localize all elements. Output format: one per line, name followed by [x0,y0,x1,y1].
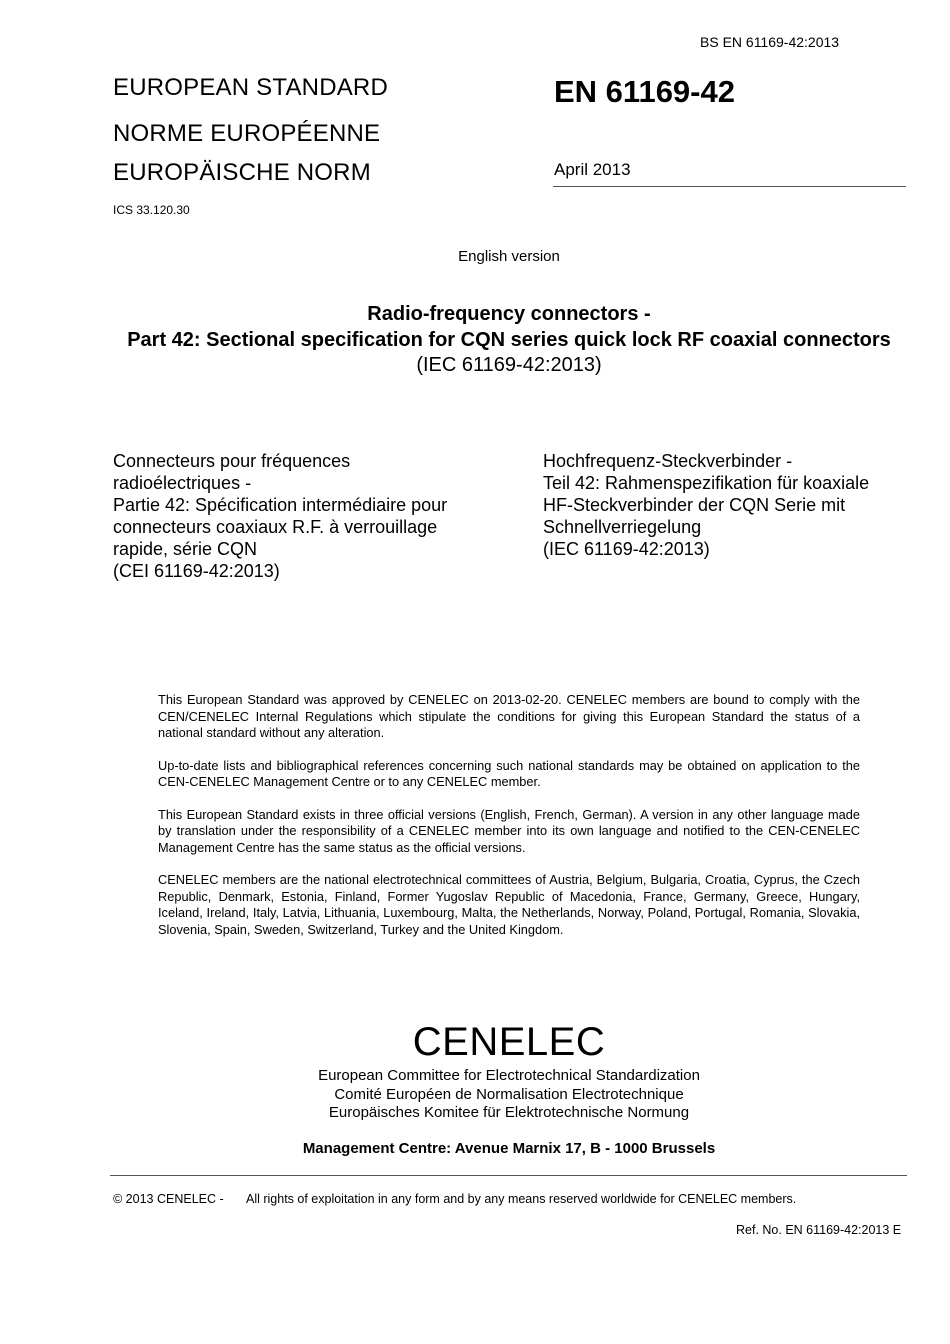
iec-reference: (IEC 61169-42:2013) [416,354,602,376]
committee-name-de: Europäisches Komitee für Elektrotechnische Normung [328,1104,690,1121]
paragraph-references: Up-to-date lists and bibliographical references concerning such national standards may be obtained on application to the CEN-CENELEC Management Centre or to any CENELEC member. [158,757,860,789]
german-title: Hochfrequenz-Steckverbinder - Teil 42: Rahmenspezifikation für koaxiale HF-Steckverbinder der CQN Serie mit Schnellverriegelung (IEC 61169-42:2013) [543,451,870,559]
document-title [110,302,908,379]
standard-label-de: EUROPÄISCHE NORM [113,159,371,186]
bs-reference: BS EN 61169-42:2013 [700,34,840,50]
standard-number: EN 61169-42 [554,74,735,109]
approval-text [158,692,860,954]
committee-names [0,1067,950,1123]
standard-label-fr: NORME EUROPÉENNE [113,120,381,147]
publication-date: April 2013 [554,160,631,179]
ics-code: ICS 33.120.30 [113,203,190,217]
committee-name-fr: Comité Européen de Normalisation Electrotechnique [334,1085,684,1103]
paragraph-approval: This European Standard was approved by CENELEC on 2013-02-20. CENELEC members are bound to comply with the CEN/CENELEC Internal Regulations which stipulate the conditions for giving this European Standard the status of a national standard without any alteration. [158,692,860,740]
version-label: English version [458,248,560,265]
reference-number: Ref. No. EN 61169-42:2013 E [736,1223,902,1237]
committee-name-en: European Committee for Electrotechnical Standardization [318,1067,700,1084]
paragraph-versions: This European Standard exists in three official versions (English, French, German). A version in any other language made by translation under the responsibility of a CENELEC member into its own language and notified to the CEN-CENELEC Management Centre has the same status as the official versions. [158,806,860,855]
paragraph-members: CENELEC members are the national electrotechnical committees of Austria, Belgium, Bulgaria, Croatia, Cyprus, the Czech Republic, Denmark, Estonia, Finland, Former Yugoslav Republic of Macedonia, France, Germany, Greece, Hungary, Iceland, Ireland, Italy, Latvia, Lithuania, Luxembourg, Malta, the Netherlands, Norway, Poland, Portugal, Romania, Slovakia, Slovenia, Spain, Sweden, Switzerland, Turkey and the United Kingdom. [158,872,860,937]
cenelec-logo: CENELEC [412,1020,606,1064]
rights-statement: All rights of exploitation in any form and by any means reserved worldwide for CENELEC members. [246,1192,797,1206]
header-divider [553,186,906,187]
footer-divider [110,1175,907,1176]
title-line-2: Part 42: Sectional specification for CQN series quick lock RF coaxial connectors [127,328,891,351]
french-title: Connecteurs pour fréquences radioélectriques - Partie 42: Spécification intermédiaire pour connecteurs coaxiaux R.F. à verrouillage rapide, série CQN (CEI 61169-42:2013) [113,451,448,581]
standard-label-en: EUROPEAN STANDARD [113,74,388,101]
copyright-notice: © 2013 CENELEC - [113,1192,224,1206]
management-centre: Management Centre: Avenue Marnix 17, B - 1000 Brussels [302,1140,716,1157]
title-line-1: Radio-frequency connectors - [367,303,651,325]
